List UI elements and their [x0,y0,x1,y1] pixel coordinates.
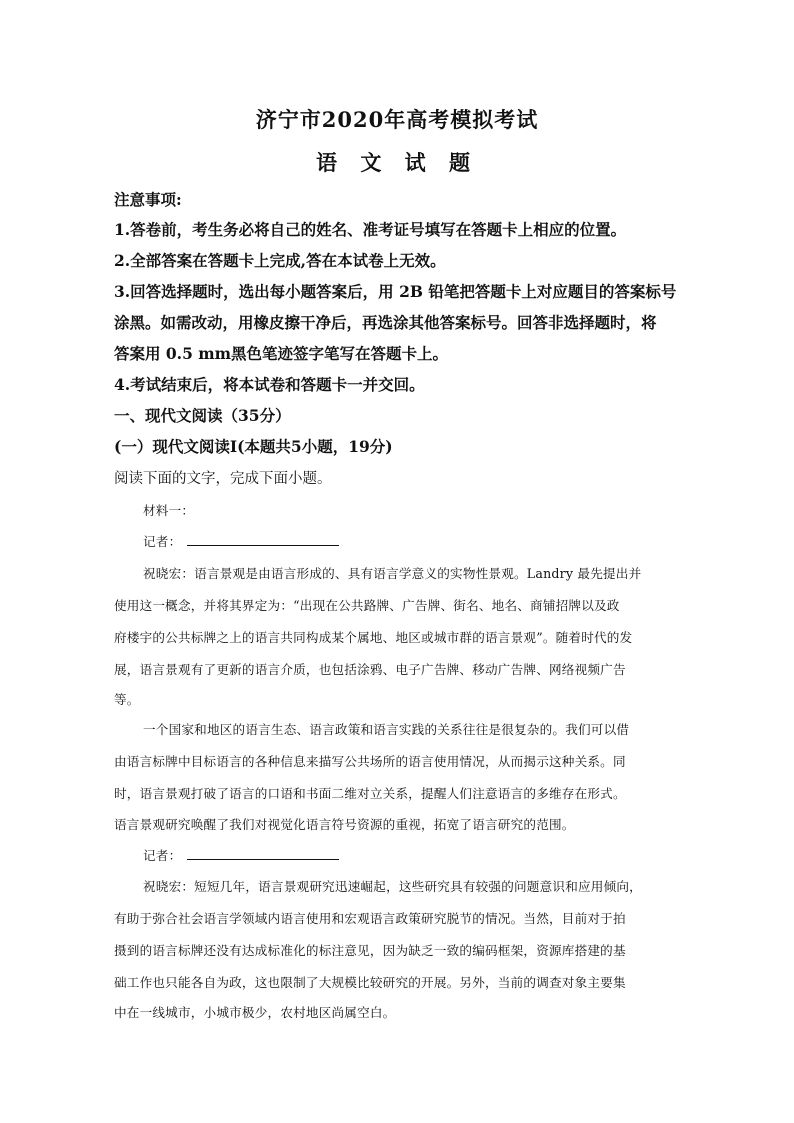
blank-line [187,849,339,860]
paragraph-line: 时，语言景观打破了语言的口语和书面二维对立关系，提醒人们注意语言的多维存在形式。 [114,786,626,801]
exam-subject: 语 文 试 题 [316,150,478,175]
paragraph-line: 由语言标牌中目标语言的各种信息来描写公共场所的语言使用情况，从而揭示这种关系。同 [114,754,626,769]
paragraph-line: 府楼宇的公共标牌之上的语言共同构成某个属地、地区或城市群的语言景观”。随着时代的发 [114,630,633,645]
paragraph-line: 等。 [114,692,140,707]
paragraph-line: 祝晓宏：语言景观是由语言形成的、具有语言学意义的实物性景观。Landry 最先提出并 [143,566,642,581]
paragraph-line: 祝晓宏：短短几年，语言景观研究迅速崛起，这些研究具有较强的问题意识和应用倾向， [143,879,642,894]
paragraph-line: 使用这一概念，并将其界定为：“出现在公共路牌、广告牌、街名、地名、商铺招牌以及政 [114,598,620,613]
paragraph-line: 摄到的语言标牌还没有达成标准化的标注意见，因为缺乏一致的编码框架，资源库搭建的基 [114,943,626,958]
reporter-label: 记者： [143,534,182,549]
notice-item: 4.考试结束后，将本试卷和答题卡一并交回。 [114,375,425,394]
reporter-line [143,845,339,864]
reading-instruction: 阅读下面的文字，完成下面小题。 [114,471,332,487]
section-heading: 一、现代文阅读（35分） [114,406,291,425]
notice-item: 答案用 0.5 mm黑色笔迹签字笔写在答题卡上。 [114,344,449,363]
reporter-line [143,531,339,550]
exam-title: 济宁市2020年高考模拟考试 [255,107,539,132]
reporter-label: 记者： [143,848,182,863]
paragraph-line: 语言景观研究唤醒了我们对视觉化语言符号资源的重视，拓宽了语言研究的范围。 [114,817,575,832]
paragraph-line: 础工作也只能各自为政，这也限制了大规模比较研究的开展。另外，当前的调查对象主要集 [114,975,626,990]
notice-item: 3.回答选择题时，选出每小题答案后，用 2B 铅笔把答题卡上对应题目的答案标号 [114,282,677,301]
blank-line [187,535,339,546]
paragraph-line: 有助于弥合社会语言学领域内语言使用和宏观语言政策研究脱节的情况。当然，目前对于拍 [114,911,626,926]
notice-item: 涂黑。如需改动，用橡皮擦干净后，再选涂其他答案标号。回答非选择题时，将 [114,313,657,332]
paragraph-line: 中在一线城市，小城市极少，农村地区尚属空白。 [114,1005,396,1020]
notice-item: 1.答卷前，考生务必将自己的姓名、准考证号填写在答题卡上相应的位置。 [114,220,627,239]
paragraph-line: 展，语言景观有了更新的语言介质，也包括涂鸦、电子广告牌、移动广告牌、网络视频广告 [114,662,626,677]
notice-item: 2.全部答案在答题卡上完成,答在本试卷上无效。 [114,251,446,270]
subsection-heading: (一）现代文阅读Ⅰ(本题共5小题，19分) [114,437,393,456]
notice-heading: 注意事项: [114,190,182,209]
material-label: 材料一： [143,503,195,518]
paragraph-line: 一个国家和地区的语言生态、语言政策和语言实践的关系往往是很复杂的。我们可以借 [143,722,630,737]
